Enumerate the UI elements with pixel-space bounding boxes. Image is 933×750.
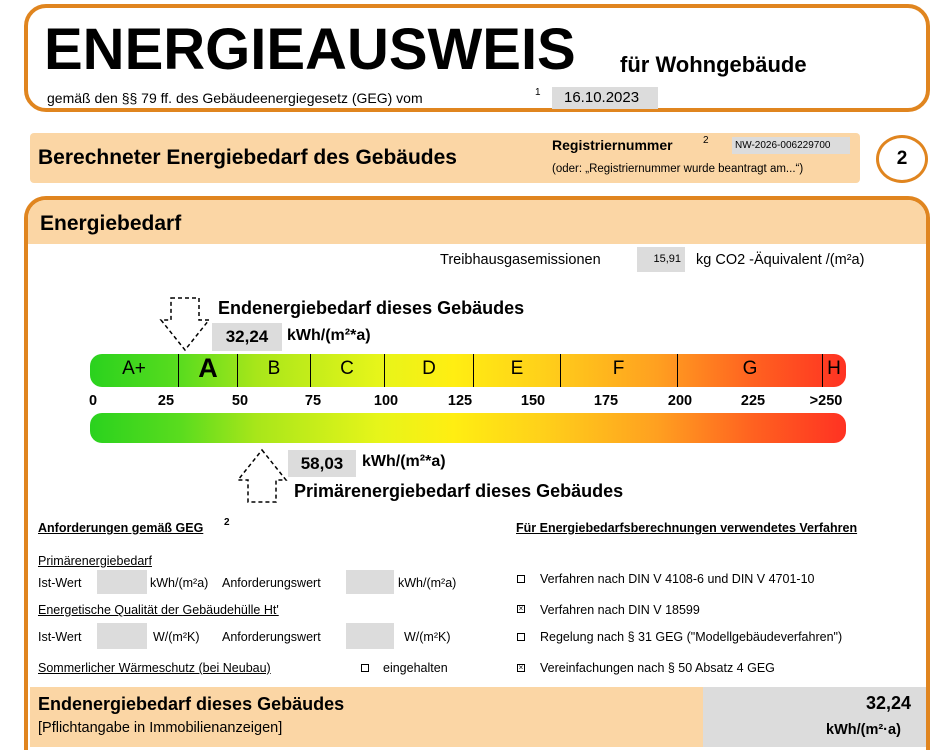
registration-number-field: NW-2026-006229700 <box>732 137 850 154</box>
scale-tick: 150 <box>520 393 546 409</box>
final-energy-arrow-icon <box>159 296 211 352</box>
class-label-a: A <box>198 353 218 383</box>
scale-tick: >250 <box>809 393 843 409</box>
envelope-requirement-unit: W/(m²K) <box>404 630 451 644</box>
primary-actual-unit: kWh/(m²a) <box>150 576 209 590</box>
class-label-f: F <box>612 358 625 379</box>
ghg-value-field: 15,91 <box>637 247 685 272</box>
primary-energy-value-field: 58,03 <box>288 450 356 477</box>
scale-tick: 175 <box>593 393 619 409</box>
class-label-e: E <box>510 358 524 379</box>
ghg-unit: kg CO2 -Äquivalent /(m²a) <box>696 252 865 268</box>
summer-protection-checkbox[interactable] <box>361 664 369 672</box>
class-divider <box>178 354 179 387</box>
class-label-d: D <box>422 358 436 379</box>
primary-energy-label: Primärenergiebedarf dieses Gebäudes <box>294 481 624 501</box>
scale-tick: 125 <box>447 393 473 409</box>
scale-tick: 75 <box>304 393 322 409</box>
registration-note: (oder: „Registriernummer wurde beantragt am...“) <box>552 163 804 175</box>
primary-requirement-field <box>346 570 394 594</box>
primary-energy-arrow-icon <box>236 448 288 504</box>
ghg-label: Treibhausgasemissionen <box>440 252 601 268</box>
procedure-checkbox-din18599[interactable]: × <box>518 604 524 613</box>
energy-demand-title: Energiebedarf <box>40 212 182 235</box>
document-subtitle: für Wohngebäude <box>620 52 807 77</box>
page-number-badge: 2 <box>876 135 928 183</box>
summary-subtitle: [Pflichtangabe in Immobilienanzeigen] <box>38 720 283 736</box>
procedure-label-din4108: Verfahren nach DIN V 4108-6 und DIN V 4701-10 <box>540 572 815 586</box>
scale-tick: 50 <box>231 393 249 409</box>
summary-value: 32,24 <box>866 693 912 713</box>
procedure-checkbox-model-building[interactable] <box>517 633 525 641</box>
procedure-checkbox-din4108[interactable] <box>517 575 525 583</box>
scale-tick: 0 <box>88 393 98 409</box>
primary-energy-heading: Primärenergiebedarf <box>38 554 152 568</box>
scale-tick: 225 <box>740 393 766 409</box>
summary-title: Endenergiebedarf dieses Gebäudes <box>38 694 345 714</box>
envelope-actual-unit: W/(m²K) <box>153 630 200 644</box>
primary-requirement-label: Anforderungswert <box>222 576 321 590</box>
scale-tick: 25 <box>157 393 175 409</box>
envelope-requirement-label: Anforderungswert <box>222 630 321 644</box>
footnote-marker: 1 <box>535 87 541 98</box>
procedure-label-model-building: Regelung nach § 31 GEG ("Modellgebäudeverfahren") <box>540 630 843 644</box>
primary-actual-field <box>97 570 147 594</box>
scale-tick: 200 <box>667 393 693 409</box>
final-energy-unit: kWh/(m²*a) <box>287 327 371 344</box>
summary-unit: kWh/(m²·a) <box>826 722 901 738</box>
legal-basis-text: gemäß den §§ 79 ff. des Gebäudeenergiegesetz (GEG) vom <box>47 90 423 106</box>
envelope-actual-label: Ist-Wert <box>38 630 82 644</box>
procedure-checkbox-simplifications[interactable]: × <box>518 663 524 672</box>
procedure-label-din18599: Verfahren nach DIN V 18599 <box>540 603 700 617</box>
primary-requirement-unit: kWh/(m²a) <box>398 576 457 590</box>
envelope-actual-field <box>97 623 147 649</box>
envelope-requirement-field <box>346 623 394 649</box>
requirements-footnote: 2 <box>224 517 230 528</box>
envelope-quality-heading: Energetische Qualität der Gebäudehülle Ht' <box>38 603 279 617</box>
final-energy-label: Endenergiebedarf dieses Gebäudes <box>218 298 525 318</box>
class-label-g: G <box>742 358 758 379</box>
class-label-c: C <box>340 358 354 379</box>
class-label-b: B <box>267 358 281 379</box>
requirements-title: Anforderungen gemäß GEG <box>38 521 204 535</box>
issue-date-field: 16.10.2023 <box>552 87 658 109</box>
class-label-h: H <box>827 358 841 379</box>
scale-tick: 100 <box>373 393 399 409</box>
summer-protection-heading: Sommerlicher Wärmeschutz (bei Neubau) <box>38 661 271 675</box>
summer-protection-status: eingehalten <box>383 661 448 675</box>
procedures-title: Für Energiebedarfsberechnungen verwendetes Verfahren <box>516 521 858 535</box>
final-energy-value-field: 32,24 <box>212 323 282 351</box>
primary-energy-unit: kWh/(m²*a) <box>362 453 446 470</box>
primary-actual-label: Ist-Wert <box>38 576 82 590</box>
band-title: Berechneter Energiebedarf des Gebäudes <box>38 146 457 169</box>
primary-energy-scale <box>90 413 846 443</box>
registration-footnote: 2 <box>703 135 709 146</box>
document-title: ENERGIEAUSWEIS <box>44 17 576 82</box>
procedure-label-simplifications: Vereinfachungen nach § 50 Absatz 4 GEG <box>540 661 775 675</box>
class-label-a-plus: A+ <box>122 358 146 379</box>
registration-label: Registriernummer <box>552 137 673 153</box>
